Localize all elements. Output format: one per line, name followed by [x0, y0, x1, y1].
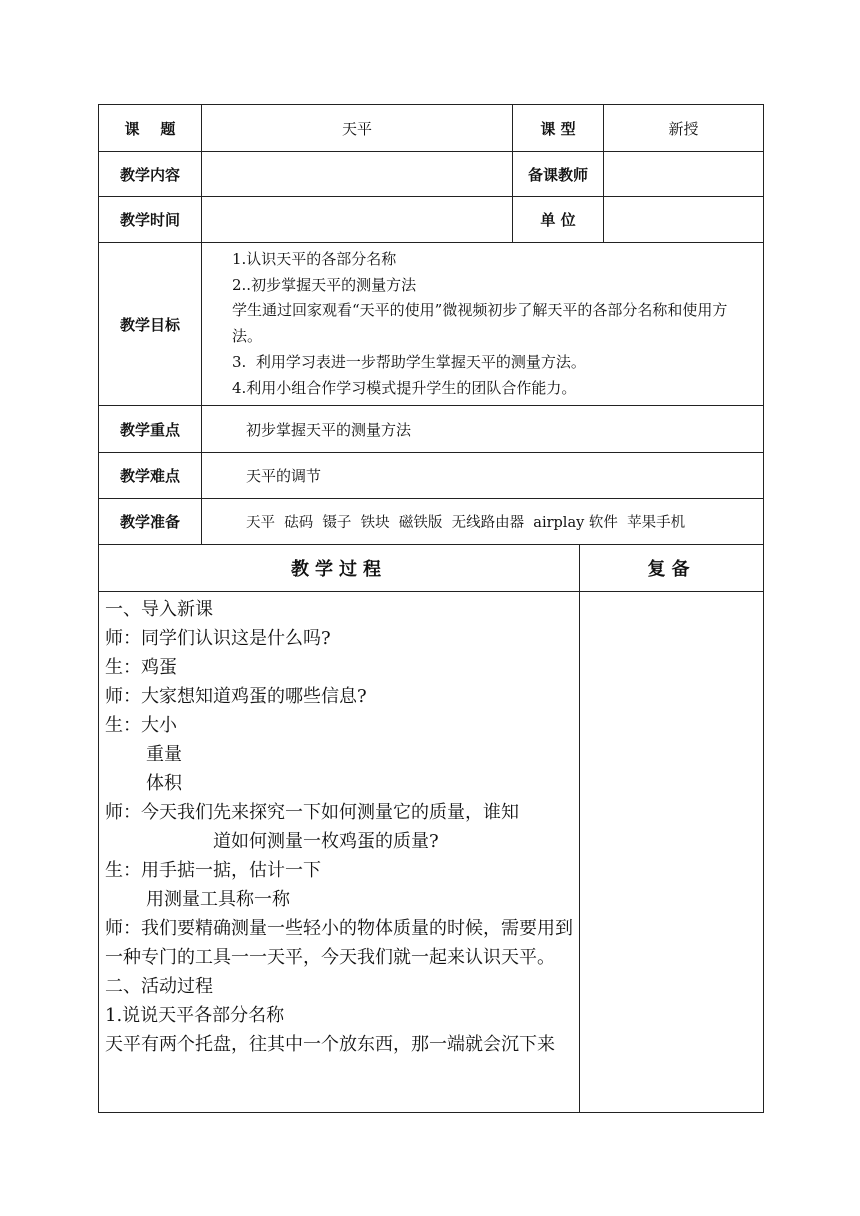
time-value [202, 197, 513, 243]
process-line: 师：大家想知道鸡蛋的哪些信息? [105, 686, 367, 708]
process-line: 师：今天我们先来探究一下如何测量它的质量，谁知 [105, 802, 519, 824]
process-heading: 教学过程 [99, 545, 580, 592]
goal-line: 1.认识天平的各部分名称 [232, 250, 397, 268]
process-line: 生：用手掂一掂，估计一下 [105, 860, 321, 882]
type-value: 新授 [604, 105, 764, 152]
content-label: 教学内容 [99, 152, 202, 197]
process-line: 师：同学们认识这是什么吗? [105, 628, 331, 650]
review-heading: 复备 [580, 545, 764, 592]
row-topic [99, 105, 764, 152]
lesson-plan-table [98, 104, 764, 1113]
topic-label: 课 题 [99, 105, 202, 152]
row-process-body [99, 592, 764, 1113]
goal-line: 3. 利用学习表进一步帮助学生掌握天平的测量方法。 [232, 352, 586, 371]
unit-value [604, 197, 764, 243]
goal-line: 学生通过回家观看“天平的使用”微视频初步了解天平的各部分名称和使用方法。 [232, 301, 728, 346]
row-goals [99, 243, 764, 406]
row-content [99, 152, 764, 197]
process-content [99, 592, 580, 1113]
process-line: 师：我们要精确测量一些轻小的物体质量的时候，需要用到一种专门的工具一一天平，今天我们就一起来认识天平。 [105, 918, 573, 969]
process-line: 用测量工具称一称 [146, 889, 290, 911]
topic-value: 天平 [202, 105, 513, 152]
process-line: 重量 [146, 744, 182, 766]
process-line: 生：大小 [105, 715, 177, 737]
row-time [99, 197, 764, 243]
difficulty-value: 天平的调节 [202, 453, 764, 499]
row-process-head [99, 545, 764, 592]
type-label: 课 型 [513, 105, 604, 152]
process-line: 1.说说天平各部分名称 [105, 1005, 285, 1027]
process-line: 天平有两个托盘，往其中一个放东西，那一端就会沉下来 [105, 1034, 555, 1056]
unit-label: 单 位 [513, 197, 604, 243]
process-line: 生：鸡蛋 [105, 657, 177, 679]
goals-text [202, 243, 764, 406]
teacher-label: 备课教师 [513, 152, 604, 197]
content-value [202, 152, 513, 197]
goals-label: 教学目标 [99, 243, 202, 406]
row-preparation [99, 499, 764, 545]
review-content [580, 592, 764, 1113]
goal-line: 2..初步掌握天平的测量方法 [232, 275, 417, 294]
goal-line: 4.利用小组合作学习模式提升学生的团队合作能力。 [232, 378, 577, 397]
key-point-value: 初步掌握天平的测量方法 [202, 406, 764, 453]
process-line: 一、导入新课 [105, 599, 213, 621]
process-line: 体积 [146, 773, 182, 795]
preparation-label: 教学准备 [99, 499, 202, 545]
difficulty-label: 教学难点 [99, 453, 202, 499]
process-line: 二、活动过程 [105, 976, 213, 998]
time-label: 教学时间 [99, 197, 202, 243]
process-line: 道如何测量一枚鸡蛋的质量? [213, 831, 439, 853]
row-key-point [99, 406, 764, 453]
key-point-label: 教学重点 [99, 406, 202, 453]
row-difficulty [99, 453, 764, 499]
teacher-value [604, 152, 764, 197]
preparation-value: 天平 砝码 镊子 铁块 磁铁版 无线路由器 airplay 软件 苹果手机 [202, 499, 764, 545]
